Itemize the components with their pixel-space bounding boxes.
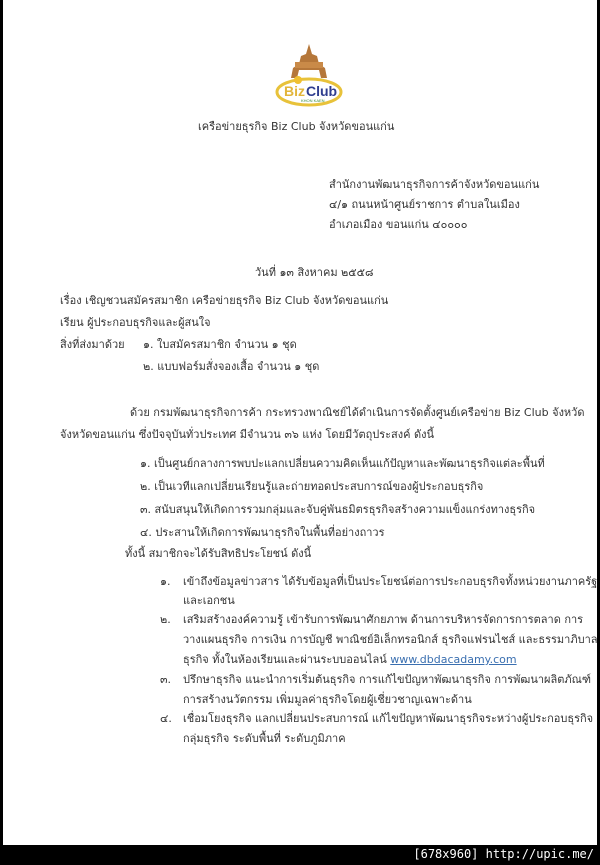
svg-text:Club: Club [306, 83, 338, 99]
benefit-line: และเอกชน [183, 594, 235, 607]
address-line-1: สำนักงานพัฒนาธุรกิจการค้าจังหวัดขอนแก่น [329, 178, 540, 191]
recipient-line: เรียน ผู้ประกอบธุรกิจและผู้สนใจ [60, 316, 211, 329]
letter-page [3, 0, 597, 845]
academy-link[interactable]: www.dbdacadamy.com [390, 653, 517, 666]
objective-item: ๓. สนับสนุนให้เกิดการรวมกลุ่มและจับคู่พันธมิตรธุรกิจสร้างความแข็งแกร่งทางธุรกิจ [140, 503, 536, 516]
intro-line-2: จังหวัดขอนแก่น ซึ่งปัจจุบันทั่วประเทศ มีจำนวน ๓๖ แห่ง โดยมีวัตถุประสงค์ ดังนี้ [60, 428, 435, 441]
benefit-line: วางแผนธุรกิจ การเงิน การบัญชี พาณิชย์อิเล็กทรอนิกส์ ธุรกิจแฟรนไชส์ และธรรมาภิบาล [183, 633, 598, 646]
bizclub-logo [275, 42, 343, 110]
benefit-line: กลุ่มธุรกิจ ระดับพื้นที่ ระดับภูมิภาค [183, 732, 346, 745]
benefit-line: การสร้างนวัตกรรม เพิ่มมูลค่าธุรกิจโดยผู้เชี่ยวชาญเฉพาะด้าน [183, 693, 472, 706]
benefit-number: ๒. [160, 613, 171, 626]
enclosures-label: สิ่งที่ส่งมาด้วย [60, 338, 125, 351]
benefit-number: ๔. [160, 712, 172, 725]
objective-item: ๒. เป็นเวทีแลกเปลี่ยนเรียนรู้และถ่ายทอดประสบการณ์ของผู้ประกอบธุรกิจ [140, 480, 484, 493]
address-line-3: อำเภอเมือง ขอนแก่น ๔๐๐๐๐ [329, 218, 468, 231]
benefit-number: ๑. [160, 575, 171, 588]
objective-item: ๔. ประสานให้เกิดการพัฒนาธุรกิจในพื้นที่อย่างถาวร [140, 526, 385, 539]
benefit-number: ๓. [160, 673, 172, 686]
benefit-line: เข้าถึงข้อมูลข่าวสาร ได้รับข้อมูลที่เป็นประโยชน์ต่อการประกอบธุรกิจทั้งหน่วยงานภาครัฐ [183, 575, 598, 588]
benefit-line [183, 653, 517, 667]
address-line-2: ๔/๑ ถนนหน้าศูนย์ราชการ ตำบลในเมือง [329, 198, 520, 211]
intro-line-1: ด้วย กรมพัฒนาธุรกิจการค้า กระทรวงพาณิชย์ได้ดำเนินการจัดตั้งศูนย์เครือข่าย Biz Club จังหวัด [130, 406, 585, 419]
letter-date: วันที่ ๑๓ สิงหาคม ๒๕๕๘ [255, 266, 374, 279]
objective-item: ๑. เป็นศูนย์กลางการพบปะแลกเปลี่ยนความคิดเห็นแก้ปัญหาและพัฒนาธุรกิจแต่ละพื้นที่ [140, 457, 545, 470]
benefit-line: เชื่อมโยงธุรกิจ แลกเปลี่ยนประสบการณ์ แก้ไขปัญหาพัฒนาธุรกิจระหว่างผู้ประกอบธุรกิจ [183, 712, 594, 725]
svg-text:KHON KAEN: KHON KAEN [301, 98, 325, 103]
benefit-line: ปรึกษาธุรกิจ แนะนำการเริ่มต้นธุรกิจ การแก้ไขปัญหาพัฒนาธุรกิจ การพัฒนาผลิตภัณฑ์ [183, 673, 591, 686]
benefits-intro: ทั้งนี้ สมาชิกจะได้รับสิทธิประโยชน์ ดังนี้ [125, 547, 312, 560]
benefit-line: เสริมสร้างองค์ความรู้ เข้ารับการพัฒนาศักยภาพ ด้านการบริหารจัดการการตลาด การ [183, 613, 584, 626]
subject-line: เรื่อง เชิญชวนสมัครสมาชิก เครือข่ายธุรกิจ Biz Club จังหวัดขอนแก่น [60, 294, 389, 307]
image-host-banner [0, 845, 600, 865]
network-title: เครือข่ายธุรกิจ Biz Club จังหวัดขอนแก่น [198, 120, 395, 133]
benefit-text: ธุรกิจ ทั้งในห้องเรียนและผ่านระบบออนไลน์ [183, 653, 391, 666]
svg-text:Biz: Biz [284, 83, 305, 99]
image-host-text: [678x960] http://upic.me/ [413, 847, 594, 861]
enclosure-item: ๒. แบบฟอร์มสั่งจองเสื้อ จำนวน ๑ ชุด [143, 360, 320, 373]
enclosure-item: ๑. ใบสมัครสมาชิก จำนวน ๑ ชุด [143, 338, 297, 351]
